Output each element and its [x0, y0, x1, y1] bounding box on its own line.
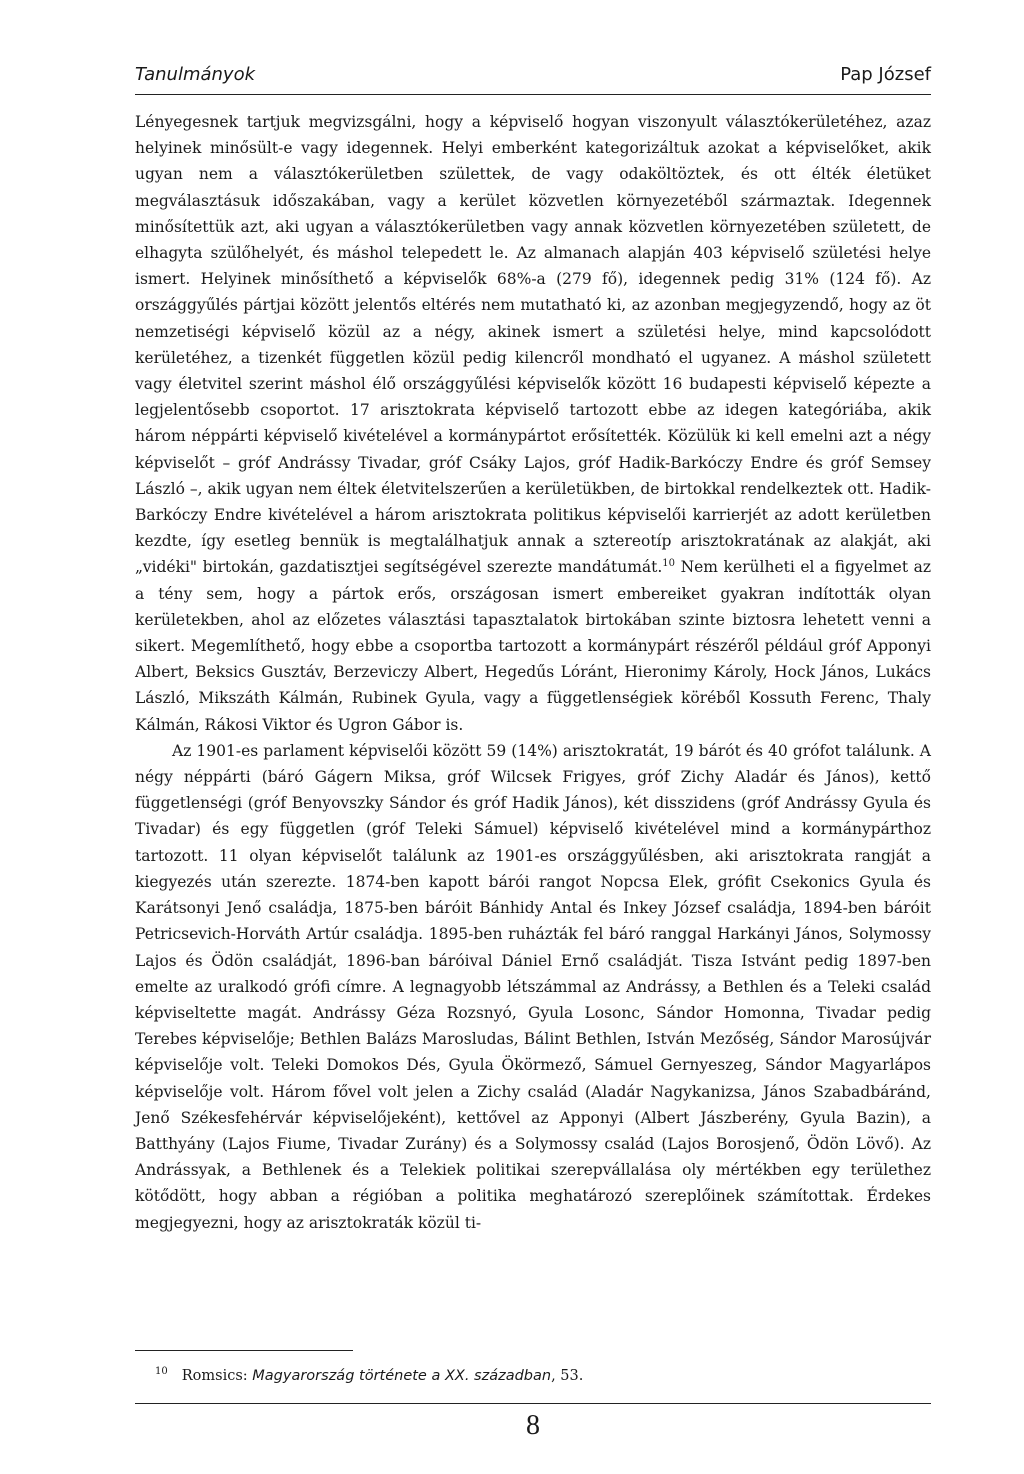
footnote-divider — [135, 1350, 353, 1351]
footnote-number: 10 — [155, 1366, 168, 1377]
footnote-title: Magyarország története a XX. században — [252, 1367, 552, 1384]
footnote-author: Romsics: — [181, 1367, 253, 1384]
running-header — [135, 60, 931, 95]
body-text — [135, 109, 931, 1236]
footnote — [155, 1366, 931, 1384]
paragraph-1 — [135, 109, 931, 738]
paragraph-2 — [135, 738, 931, 1236]
paragraph-1-text-a: Lényegesnek tartjuk megvizsgálni, hogy a képviselő hogyan viszonyult választókerületéhez, azaz helyinek minősült-e vagy idegennek. Helyi emberként kategorizáltuk azokat a képviselőket, akik ugyan nem a választókerületben születtek, de vagy odaköltöztek, és ott élték életüket megválasztásuk időszakában, vagy a kerület közvetlen környezetéből származtak. Idegennek minősítettük azt, aki ugyan a választókerületben vagy annak közvetlen környezetében született, de elhagyta szülőhelyét, és máshol telepedett le. Az almanach alapján 403 képviselő születési helye ismert. Helyinek minősíthető a képviselők 68%-a (279 fő), idegennek pedig 31% (124 fő). Az országgyűlés pártjai között jelentős eltérés nem mutatható ki, az azonban megjegyzendő, hogy az öt nemzetiségi képviselő közül az a négy, akinek ismert a születési helye, mind kapcsolódott kerületéhez, a tizenkét független közül pedig kilencről mondható el ugyanez. A máshol született vagy életvitel szerint máshol élő országgyűlési képviselők között 16 budapesti képviselő képezte a legjelentősebb csoportot. 17 arisztokrata képviselő tartozott ebbe az idegen kategóriába, akik három néppárti képviselő kivételével a kormánypártot erősítették. Közülük ki kell emelni azt a négy képviselőt – gróf Andrássy Tivadar, gróf Csáky Lajos, gróf Hadik-Barkóczy Endre és gróf Semsey László –, akik ugyan nem éltek életvitelszerűen a kerületükben, de birtokkal rendelkeztek ott. Hadik-Barkóczy Endre kivételével a három arisztokrata politikus képviselői karrierjét az adott kerületben kezdte, így esetleg bennük is megtalálhatjuk annak a sztereotíp arisztokratának az alakját, aki „vidéki" birtokán, gazdatisztjei segítségével szerezte mandátumát. — [135, 113, 931, 577]
header-author: Pap József — [840, 64, 931, 85]
footer-divider — [135, 1403, 931, 1404]
footnote-ref: 10 — [662, 558, 676, 570]
paragraph-1-text-b: Nem kerülheti el a figyelmet az a tény sem, hogy a pártok erős, országosan ismert embereiket gyakran indították olyan kerületekben, ahol az előzetes választási tapasztalatok birtokában szinte biztosra lehetett venni a sikert. Megemlíthető, hogy ebbe a csoportba tartozott a kormánypárt részéről például gróf Apponyi Albert, Beksics Gusztáv, Berzeviczy Albert, Hegedűs Lóránt, Hieronimy Károly, Hock János, Lukács László, Mikszáth Kálmán, Rubinek Gyula, vagy a függetlenségiek köréből Kossuth Ferenc, Thaly Kálmán, Rákosi Viktor és Ugron Gábor is. — [135, 558, 931, 734]
footnote-rest: , 53. — [551, 1367, 584, 1384]
header-section-title: Tanulmányok — [135, 64, 256, 85]
page-number: 8 — [526, 1410, 540, 1441]
paragraph-2-text: Az 1901-es parlament képviselői között 59 (14%) arisztokratát, 19 bárót és 40 grófot találunk. A négy néppárti (báró Gágern Miksa, gróf Wilcsek Frigyes, gróf Zichy Aladár és János), kettő függetlenségi (gróf Benyovszky Sándor és gróf Hadik János), két disszidens (gróf Andrássy Gyula és Tivadar) és egy független (gróf Teleki Sámuel) képviselő kivételével mind a kormánypárthoz tartozott. 11 olyan képviselőt találunk az 1901-es országgyűlésben, aki arisztokrata rangját a kiegyezés után szerezte. 1874-ben kapott bárói rangot Nopcsa Elek, grófit Csekonics Gyula és Karátsonyi Jenő családja, 1875-ben báróit Bánhidy Antal és Inkey József családja, 1894-ben báróit Petricsevich-Horváth Artúr családja. 1895-ben ruházták fel báró ranggal Harkányi János, Solymossy Lajos és Ödön családját, 1896-ban báróival Dániel Ernő családját. Tisza Istvánt pedig 1897-ben emelte az uralkodó grófi címre. A legnagyobb létszámmal az Andrássy, a Bethlen és a Teleki család képviseltette magát. Andrássy Géza Rozsnyó, Gyula Losonc, Sándor Homonna, Tivadar pedig Terebes képviselője; Bethlen Balázs Marosludas, Bálint Bethlen, István Mezőség, Sándor Marosújvár képviselője volt. Teleki Domokos Dés, Gyula Ökörmező, Sámuel Gernyeszeg, Sándor Magyarlápos képviselője volt. Három fővel volt jelen a Zichy család (Aladár Nagykanizsa, János Szabadbáránd, Jenő Székesfehérvár képviselőjeként), kettővel az Apponyi (Albert Jászberény, Gyula Bazin), a Batthyány (Lajos Fiume, Tivadar Zurány) és a Solymossy család (Lajos Borosjenő, Ödön Lövő). Az Andrássyak, a Bethlenek és a Telekiek politikai szerepvállalása oly mértékben egy területhez kötődött, hogy abban a régióban a politika meghatározó szereplőinek számítottak. Érdekes megjegyezni, hogy az arisztokraták közül ti- — [135, 741, 931, 1232]
